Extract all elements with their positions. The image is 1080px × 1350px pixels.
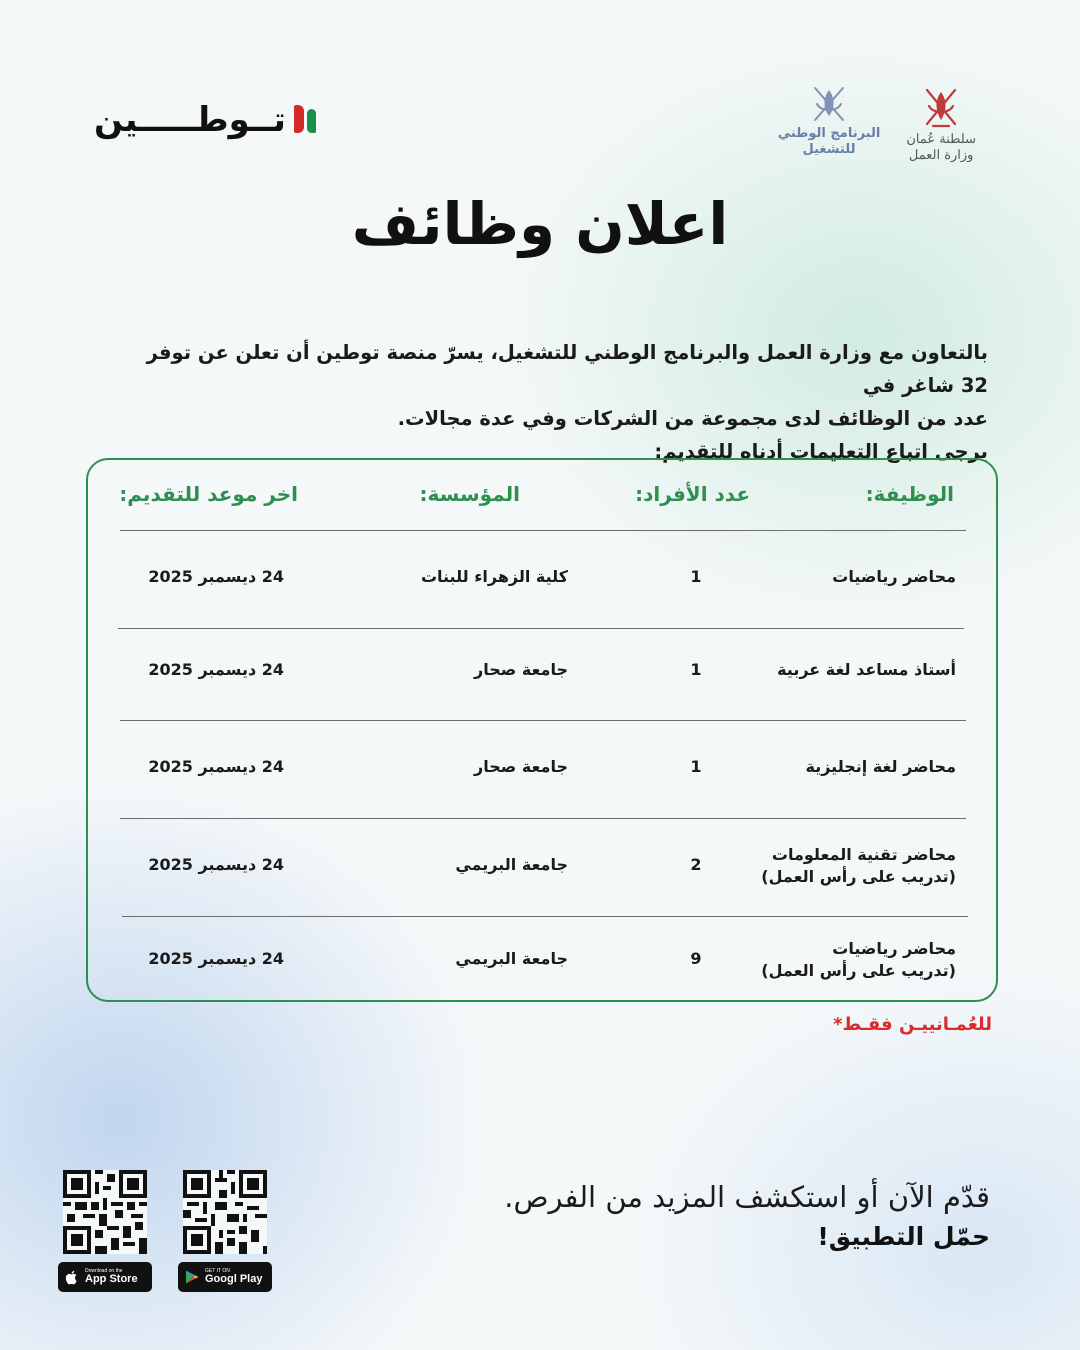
cell-count: 2 bbox=[690, 855, 702, 874]
ministry-logo-line1: سلطنة عُمان bbox=[906, 132, 976, 147]
cell-deadline: 24 ديسمبر 2025 bbox=[148, 660, 284, 679]
google-play-download bbox=[178, 1170, 272, 1292]
intro-line-1: بالتعاون مع وزارة العمل والبرنامج الوطني للتشغيل، يسرّ منصة توطين أن تعلن عن توفر 32 شاغر في bbox=[146, 341, 988, 397]
cell-count: 9 bbox=[690, 949, 702, 968]
table-row bbox=[88, 720, 996, 818]
cell-job: محاضر رياضيات bbox=[832, 567, 956, 586]
google-play-qr-code-icon[interactable] bbox=[183, 1170, 267, 1254]
cell-institution: جامعة صحار bbox=[474, 757, 568, 776]
tawteen-logo-mark-icon bbox=[294, 105, 316, 135]
header-job: الوظيفة: bbox=[865, 482, 954, 506]
cta-line-1: قدّم الآن أو استكشف المزيد من الفرص. bbox=[504, 1180, 990, 1214]
cell-job-note: (تدريب على رأس العمل) bbox=[761, 961, 956, 980]
app-store-qr-code-icon[interactable] bbox=[63, 1170, 147, 1254]
call-to-action bbox=[504, 1180, 990, 1251]
partner-logos bbox=[778, 84, 976, 164]
google-play-icon bbox=[184, 1269, 200, 1285]
table-row bbox=[88, 818, 996, 916]
cell-job: محاضر تقنية المعلومات bbox=[771, 845, 956, 864]
apple-icon bbox=[64, 1269, 80, 1285]
cta-line-2: حمّل التطبيق! bbox=[817, 1222, 990, 1251]
tawteen-logo bbox=[94, 100, 316, 140]
cell-count: 1 bbox=[690, 567, 702, 586]
app-store-download bbox=[58, 1170, 152, 1292]
cell-job: محاضر رياضيات bbox=[832, 939, 956, 958]
intro-text bbox=[126, 336, 988, 468]
google-play-label: Googl Play bbox=[205, 1273, 263, 1285]
app-store-badge[interactable] bbox=[58, 1262, 152, 1292]
cell-institution: جامعة البريمي bbox=[455, 949, 568, 968]
table-row bbox=[88, 530, 996, 628]
intro-line-3: يرجى اتباع التعليمات أدناه للتقديم: bbox=[654, 440, 988, 463]
app-store-label: App Store bbox=[85, 1273, 138, 1285]
table-row bbox=[88, 628, 996, 720]
nep-emblem-icon bbox=[809, 84, 849, 124]
cell-deadline: 24 ديسمبر 2025 bbox=[148, 949, 284, 968]
cell-institution: جامعة صحار bbox=[474, 660, 568, 679]
national-employment-program-logo bbox=[778, 84, 881, 158]
header-institution: المؤسسة: bbox=[419, 482, 520, 506]
omani-only-note: للعُمـانييـن فقـط* bbox=[833, 1014, 992, 1035]
cell-job: محاضر لغة إنجليزية bbox=[805, 757, 956, 776]
cell-count: 1 bbox=[690, 757, 702, 776]
cell-deadline: 24 ديسمبر 2025 bbox=[148, 757, 284, 776]
cell-job: أستاذ مساعد لغة عربية bbox=[777, 660, 956, 679]
table-row bbox=[88, 916, 996, 1002]
header-count: عدد الأفراد: bbox=[635, 482, 750, 506]
header-deadline: اخر موعد للتقديم: bbox=[119, 482, 298, 506]
page-title: اعلان وظائف bbox=[351, 190, 729, 258]
table-header bbox=[88, 482, 996, 518]
cell-deadline: 24 ديسمبر 2025 bbox=[148, 567, 284, 586]
oman-emblem-icon bbox=[921, 84, 961, 130]
cell-institution: كلية الزهراء للبنات bbox=[420, 567, 568, 586]
cell-institution: جامعة البريمي bbox=[455, 855, 568, 874]
jobs-table bbox=[86, 458, 998, 1002]
google-play-badge[interactable] bbox=[178, 1262, 272, 1292]
program-logo-line1: البرنامج الوطني bbox=[777, 126, 881, 141]
app-store-small-label: Download on the bbox=[85, 1268, 123, 1274]
cell-count: 1 bbox=[690, 660, 702, 679]
program-logo-line2: للتشغيل bbox=[802, 142, 856, 157]
ministry-of-labour-logo bbox=[906, 84, 976, 164]
google-play-small-label: GET IT ON bbox=[205, 1268, 230, 1274]
app-download-group bbox=[58, 1170, 272, 1292]
cell-deadline: 24 ديسمبر 2025 bbox=[148, 855, 284, 874]
intro-line-2: عدد من الوظائف لدى مجموعة من الشركات وفي عدة مجالات. bbox=[397, 407, 988, 430]
ministry-logo-line2: وزارة العمل bbox=[908, 148, 974, 163]
brand-name: تــوطـــــين bbox=[94, 100, 286, 140]
cell-job-note: (تدريب على رأس العمل) bbox=[761, 867, 956, 886]
